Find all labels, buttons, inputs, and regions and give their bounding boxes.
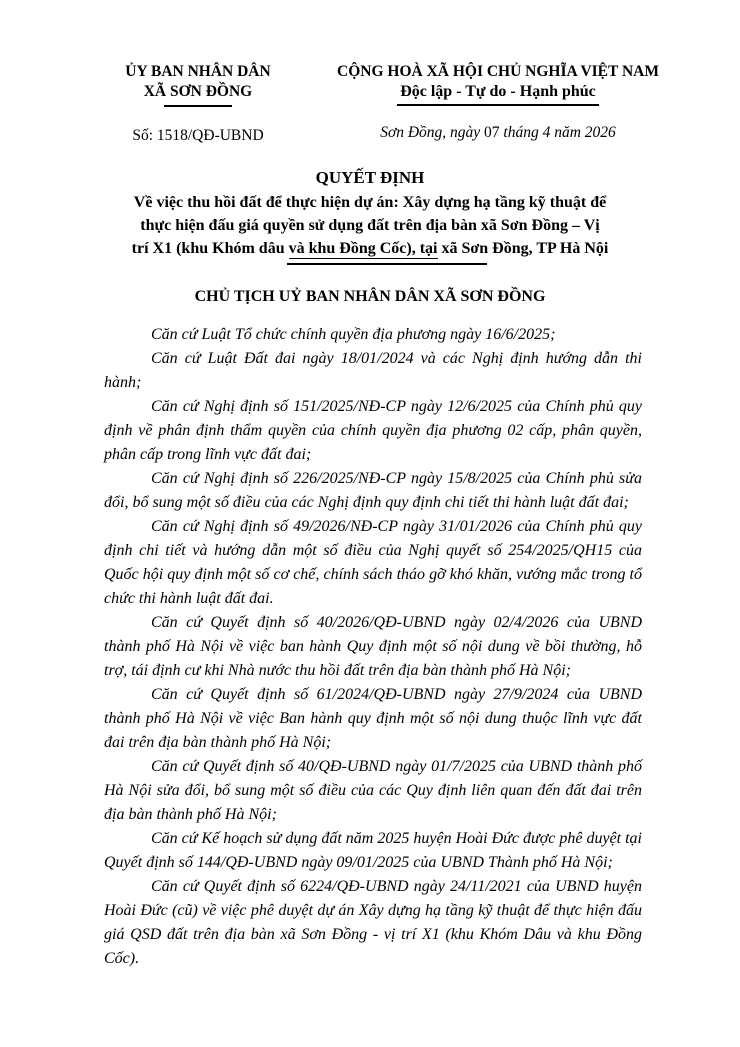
subject-separator-line [287, 263, 487, 265]
legal-basis-paragraph: Căn cứ Nghị định số 151/2025/NĐ-CP ngày 12/6/2025 của Chính phủ quy định về phân định thẩm quyền của chính quyền địa phương 02 cấp, phân quyền, phân cấp trong lĩnh vực đất đai; [104, 398, 642, 463]
document-type-title: QUYẾT ĐỊNH [315, 168, 425, 187]
legal-basis-paragraph: Căn cứ Luật Đất đai ngày 18/01/2024 và các Nghị định hướng dẫn thi hành; [104, 350, 642, 391]
issuer-block [94, 62, 302, 146]
subject-line2: thực hiện đấu giá quyền sử dụng đất trên địa bàn xã Sơn Đồng – Vị [140, 217, 600, 234]
document-number: Số: 1518/QĐ-UBND [132, 127, 264, 144]
place-date-line [314, 123, 682, 143]
subject-line3-pre: trí X1 (khu Khóm dâu [131, 240, 289, 257]
document-body [104, 323, 642, 971]
issuer-name-line1: ỦY BAN NHÂN DÂN [125, 63, 271, 80]
subject-line1: Về việc thu hồi đất để thực hiện dự án: Xây dựng hạ tầng kỹ thuật để [133, 194, 607, 211]
legal-basis-paragraph: Căn cứ Luật Tổ chức chính quyền địa phương ngày 16/6/2025; [151, 326, 556, 343]
date-day: 07 [484, 124, 500, 141]
legal-basis-paragraph: Căn cứ Nghị định số 226/2025/NĐ-CP ngày 15/8/2025 của Chính phủ sửa đổi, bổ sung một số điều của các Nghị định quy định chi tiết thi hành luật đất đai; [104, 470, 642, 511]
subject-line3-post: xã Sơn Đồng, TP Hà Nội [437, 240, 609, 257]
legal-basis-paragraph: Căn cứ Quyết định số 6224/QĐ-UBND ngày 24/11/2021 của UBND huyện Hoài Đức (cũ) về việc phê duyệt dự án Xây dựng hạ tầng kỹ thuật để thực hiện đấu giá QSD đất trên địa bàn xã Sơn Đồng - vị trí X1 (khu Khóm Dâu và khu Đồng Cốc). [104, 878, 642, 967]
legal-basis-paragraph: Căn cứ Kế hoạch sử dụng đất năm 2025 huyện Hoài Đức được phê duyệt tại Quyết định số 144/QĐ-UBND ngày 09/01/2025 của UBND Thành phố Hà Nội; [104, 830, 642, 871]
issuer-name-line2: XÃ SƠN ĐỒNG [143, 83, 253, 100]
legal-basis-paragraph: Căn cứ Quyết định số 40/2026/QĐ-UBND ngày 02/4/2026 của UBND thành phố Hà Nội về việc ban hành Quy định một số nội dung về bồi thường, hỗ trợ, tái định cư khi Nhà nước thu hồi đất trên địa bàn thành phố Hà Nội; [104, 614, 642, 679]
national-motto-line1: CỘNG HOÀ XÃ HỘI CHỦ NGHĨA VIỆT NAM [337, 63, 659, 80]
subject-line3-underlined: và khu Đồng Cốc), tại [288, 240, 438, 257]
document-header [0, 62, 740, 146]
place-date-prefix: Sơn Đồng, ngày [380, 124, 485, 141]
place-date-suffix: tháng 4 năm 2026 [499, 124, 616, 141]
legal-basis-paragraph: Căn cứ Quyết định số 40/QĐ-UBND ngày 01/7/2025 của UBND thành phố Hà Nội sửa đổi, bổ sung một số điều của các Quy định liên quan đến đất đai trên địa bàn thành phố Hà Nội; [104, 758, 642, 823]
issuing-authority-heading: CHỦ TỊCH UỶ BAN NHÂN DÂN XÃ SƠN ĐỒNG [194, 288, 546, 305]
national-motto-line2: Độc lập - Tự do - Hạnh phúc [397, 82, 599, 106]
legal-basis-paragraph: Căn cứ Nghị định số 49/2026/NĐ-CP ngày 31/01/2026 của Chính phủ quy định chi tiết và hướng dẫn một số điều của Nghị quyết số 254/2025/QH15 của Quốc hội quy định một số cơ chế, chính sách tháo gỡ khó khăn, vướng mắc trong tổ chức thi hành luật đất đai. [104, 518, 642, 607]
legal-basis-paragraph: Căn cứ Quyết định số 61/2024/QĐ-UBND ngày 27/9/2024 của UBND thành phố Hà Nội về việc Ban hành quy định một số nội dung thuộc lĩnh vực đất đai trên địa bàn thành phố Hà Nội; [104, 686, 642, 751]
issuer-underline [164, 105, 232, 107]
subject-line3 [90, 237, 650, 260]
document-subject [0, 191, 740, 260]
national-block [314, 62, 682, 146]
